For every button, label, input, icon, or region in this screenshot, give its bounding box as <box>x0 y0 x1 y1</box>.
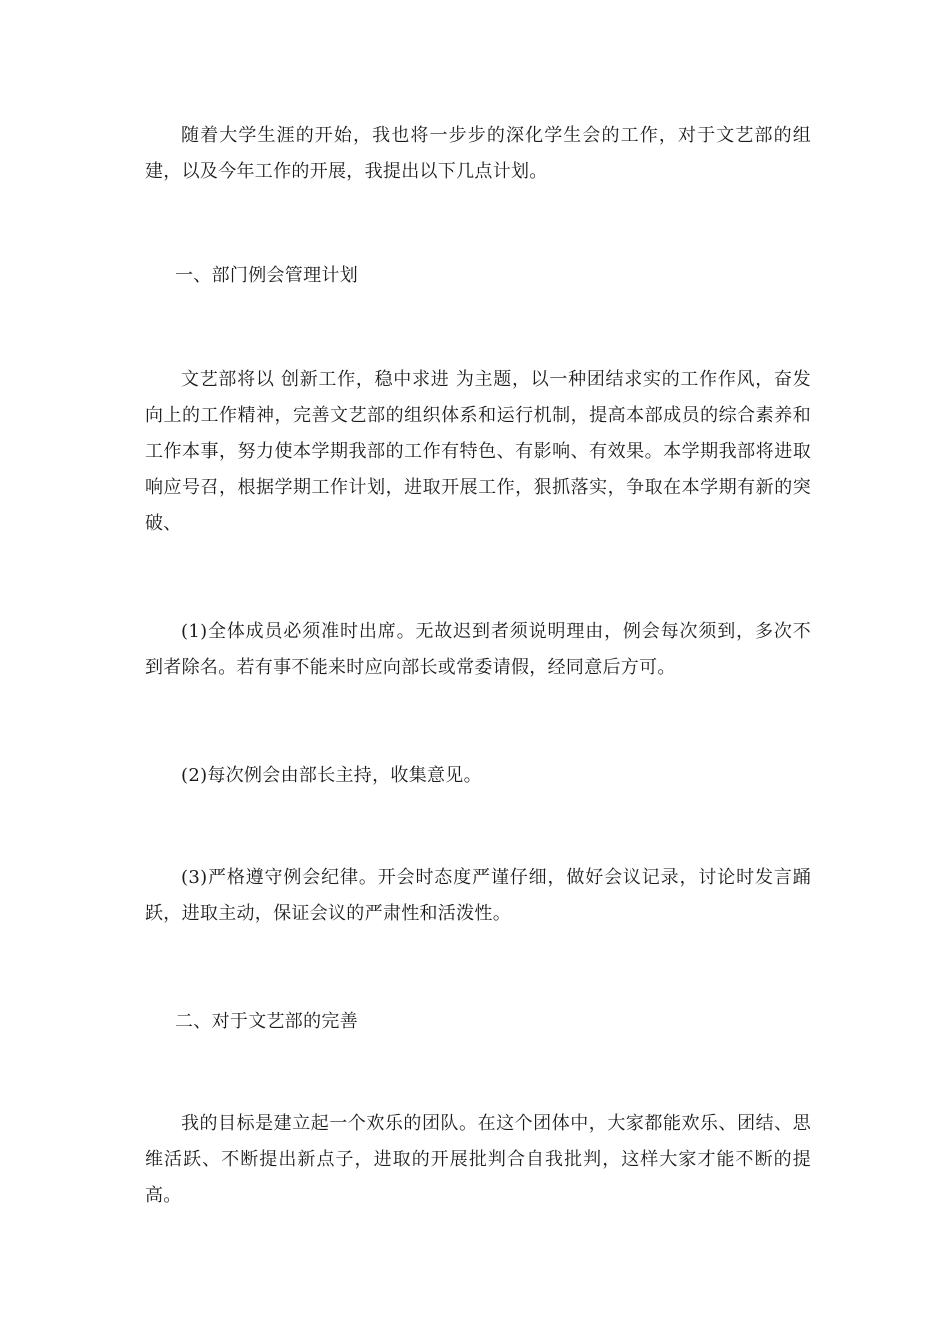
list-item-3: (3)严格遵守例会纪律。开会时态度严谨仔细，做好会议记录，讨论时发言踊跃，进取主动，保证会议的严肃性和活泼性。 <box>145 867 811 924</box>
section1-body-paragraph: 文艺部将以 创新工作，稳中求进 为主题，以一种团结求实的工作作风，奋发向上的工作精神，完善文艺部的组织体系和运行机制，提高本部成员的综合素养和工作本事，努力使本学期我部的工作有特色、有影响、有效果。本学期我部将进取响应号召，根据学期工作计划，进取开展工作，狠抓落实，争取在本学期有新的突破、 <box>145 369 811 534</box>
list-item-2: (2)每次例会由部长主持，收集意见。 <box>181 765 482 786</box>
section-heading-1: 一、部门例会管理计划 <box>175 265 358 286</box>
section-heading-2: 二、对于文艺部的完善 <box>175 1011 358 1032</box>
list-item-1: (1)全体成员必须准时出席。无故迟到者须说明理由，例会每次须到，多次不到者除名。若有事不能来时应向部长或常委请假，经同意后方可。 <box>145 621 811 678</box>
section2-body-paragraph: 我的目标是建立起一个欢乐的团队。在这个团体中，大家都能欢乐、团结、思维活跃、不断提出新点子，进取的开展批判合自我批判，这样大家才能不断的提高。 <box>145 1113 811 1206</box>
intro-paragraph: 随着大学生涯的开始，我也将一步步的深化学生会的工作，对于文艺部的组建，以及今年工作的开展，我提出以下几点计划。 <box>145 125 811 182</box>
